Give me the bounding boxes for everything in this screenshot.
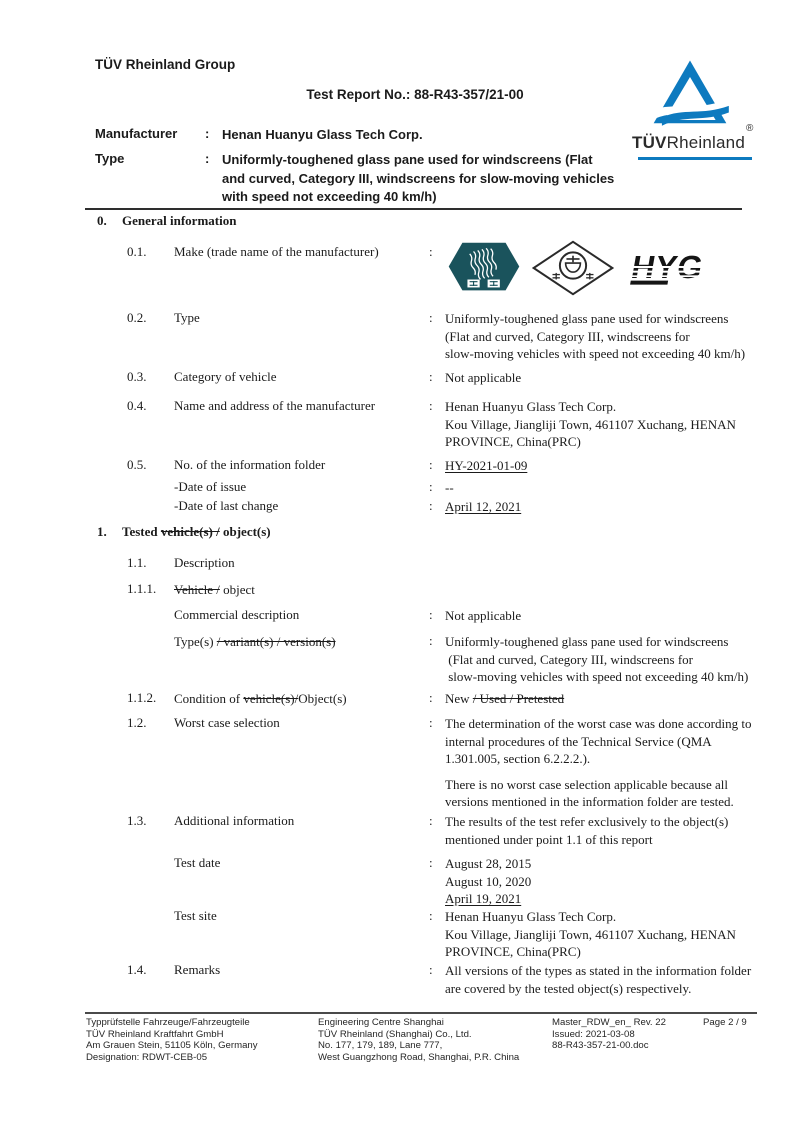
colon: :: [429, 369, 433, 384]
colon: :: [429, 479, 433, 494]
footer-separator-line: [85, 1012, 757, 1014]
trademark-logos: [448, 238, 713, 298]
item-value: The determination of the worst case was done according to internal procedures of the Technical Service (QMA 1.301.005, section 6.2.2.2.). There is no worst case selection applicable because all versions mentioned in the information folder are tested.: [445, 716, 752, 809]
item-label: Remarks: [174, 962, 221, 977]
item-number: 0.4.: [127, 398, 147, 413]
footer-page-number: Page 2 / 9: [703, 1017, 747, 1028]
struck-text: / variant(s) / version(s): [216, 634, 336, 649]
item-label: Description: [174, 555, 235, 570]
company-group-title: TÜV Rheinland Group: [95, 57, 236, 72]
item-value: Not applicable: [445, 608, 522, 623]
colon: :: [429, 855, 433, 870]
footer-document-info: Master_RDW_en_ Rev. 22 Issued: 2021-03-08 88-R43-357-21-00.doc: [552, 1017, 666, 1052]
type-label: Type: [95, 151, 125, 166]
colon: :: [429, 715, 433, 730]
colon: :: [429, 244, 433, 259]
item-value: Uniformly-toughened glass pane used for windscreens (Flat and curved, Category III, windscreens for slow-moving vehicles with speed not exceeding 40 km/h): [445, 311, 746, 361]
item-label: Type: [174, 310, 200, 325]
section-number: 1.: [97, 524, 107, 539]
type-colon: :: [205, 151, 210, 166]
colon: :: [429, 962, 433, 977]
huanyu-hexagon-logo: [448, 240, 520, 296]
section-title: Tested vehicle(s) / object(s): [122, 524, 271, 539]
colon: :: [429, 310, 433, 325]
item-value: Not applicable: [445, 370, 522, 385]
tuv-wordmark-regular: Rheinland: [666, 133, 745, 152]
report-number-title: Test Report No.: 88-R43-357/21-00: [306, 87, 524, 102]
registered-trademark-icon: ®: [746, 123, 754, 134]
item-number: 0.5.: [127, 457, 147, 472]
item-label: Additional information: [174, 813, 295, 828]
tuv-wordmark-bold: TÜV: [632, 133, 667, 152]
colon: :: [429, 498, 433, 513]
test-date-underlined: April 19, 2021: [445, 891, 522, 906]
colon: :: [429, 908, 433, 923]
item-value: [445, 457, 771, 475]
tuv-rheinland-logo: [630, 56, 760, 164]
item-value: New / Used / Pretested: [445, 691, 565, 706]
colon: :: [429, 457, 433, 472]
item-label: Condition of vehicle(s)/Object(s): [174, 691, 347, 706]
item-label: Type(s) / variant(s) / version(s): [174, 634, 336, 649]
item-value: All versions of the types as stated in the information folder are covered by the tested object(s) respectively.: [445, 963, 752, 996]
item-value: Henan Huanyu Glass Tech Corp. Kou Village, Jiangliji Town, 461107 Xuchang, HENAN PROVINCE, China(PRC): [445, 399, 736, 449]
item-label: -Date of last change: [174, 498, 279, 513]
item-label: Vehicle / object: [174, 582, 255, 597]
item-value: [445, 498, 771, 516]
footer-office-germany: Typprüfstelle Fahrzeuge/Fahrzeugteile TÜV Rheinland Kraftfahrt GmbH Am Grauen Stein, 51105 Köln, Germany Designation: RDWT-CEB-05: [86, 1017, 258, 1063]
item-value: The results of the test refer exclusively to the object(s) mentioned under point 1.1 of this report: [445, 814, 729, 847]
item-number: 0.1.: [127, 244, 147, 259]
type-value: Uniformly-toughened glass pane used for windscreens (Flat and curved, Category III, windscreens for slow-moving vehicles with speed not exceeding 40 km/h): [222, 152, 615, 204]
item-label: Commercial description: [174, 607, 300, 622]
tuv-wordmark: [632, 133, 745, 153]
item-number: 1.4.: [127, 962, 147, 977]
item-label: Make (trade name of the manufacturer): [174, 244, 379, 259]
header-separator-line: [85, 208, 742, 210]
hyg-wordmark-logo: [626, 247, 706, 289]
section-title: General information: [122, 213, 237, 228]
tuv-triangle-icon: [648, 58, 732, 134]
colon: :: [429, 398, 433, 413]
colon: :: [429, 690, 433, 705]
item-number: 1.1.: [127, 555, 147, 570]
struck-text: Vehicle /: [174, 582, 220, 597]
struck-text: vehicle(s) /: [160, 524, 220, 539]
section-number: 0.: [97, 213, 107, 228]
item-number: 0.3.: [127, 369, 147, 384]
item-value: Henan Huanyu Glass Tech Corp. Kou Village, Jiangliji Town, 461107 Xuchang, HENAN PROVINCE, China(PRC): [445, 909, 736, 959]
item-label: Worst case selection: [174, 715, 280, 730]
item-label: Category of vehicle: [174, 369, 277, 384]
item-label: No. of the information folder: [174, 457, 326, 472]
struck-text: vehicle(s)/: [243, 691, 299, 706]
huanyu-diamond-logo: [532, 240, 614, 296]
date-of-last-change-value: April 12, 2021: [445, 499, 522, 514]
item-number: 1.1.2.: [127, 690, 157, 705]
item-number: 1.3.: [127, 813, 147, 828]
item-number: 0.2.: [127, 310, 147, 325]
item-label: -Date of issue: [174, 479, 247, 494]
manufacturer-colon: :: [205, 126, 210, 141]
item-value: Uniformly-toughened glass pane used for windscreens (Flat and curved, Category III, windscreens for slow-moving vehicles with speed not exceeding 40 km/h): [445, 634, 749, 684]
colon: :: [429, 607, 433, 622]
info-folder-number: HY-2021-01-09: [445, 458, 528, 473]
item-label: Test date: [174, 855, 221, 870]
item-number: 1.1.1.: [127, 581, 157, 596]
struck-text: / Used / Pretested: [472, 691, 565, 706]
item-label: Name and address of the manufacturer: [174, 398, 376, 413]
colon: :: [429, 633, 433, 648]
colon: :: [429, 813, 433, 828]
item-number: 1.2.: [127, 715, 147, 730]
logo-underline: [638, 157, 752, 160]
manufacturer-value: Henan Huanyu Glass Tech Corp.: [222, 127, 423, 142]
item-label: Test site: [174, 908, 217, 923]
item-value: August 28, 2015 August 10, 2020 April 19, 2021: [445, 856, 532, 906]
item-value: --: [445, 480, 454, 495]
manufacturer-label: Manufacturer: [95, 126, 178, 141]
footer-office-shanghai: Engineering Centre Shanghai TÜV Rheinland (Shanghai) Co., Ltd. No. 177, 179, 189, Lane 777, West Guangzhong Road, Shanghai, P.R. China: [318, 1017, 520, 1063]
